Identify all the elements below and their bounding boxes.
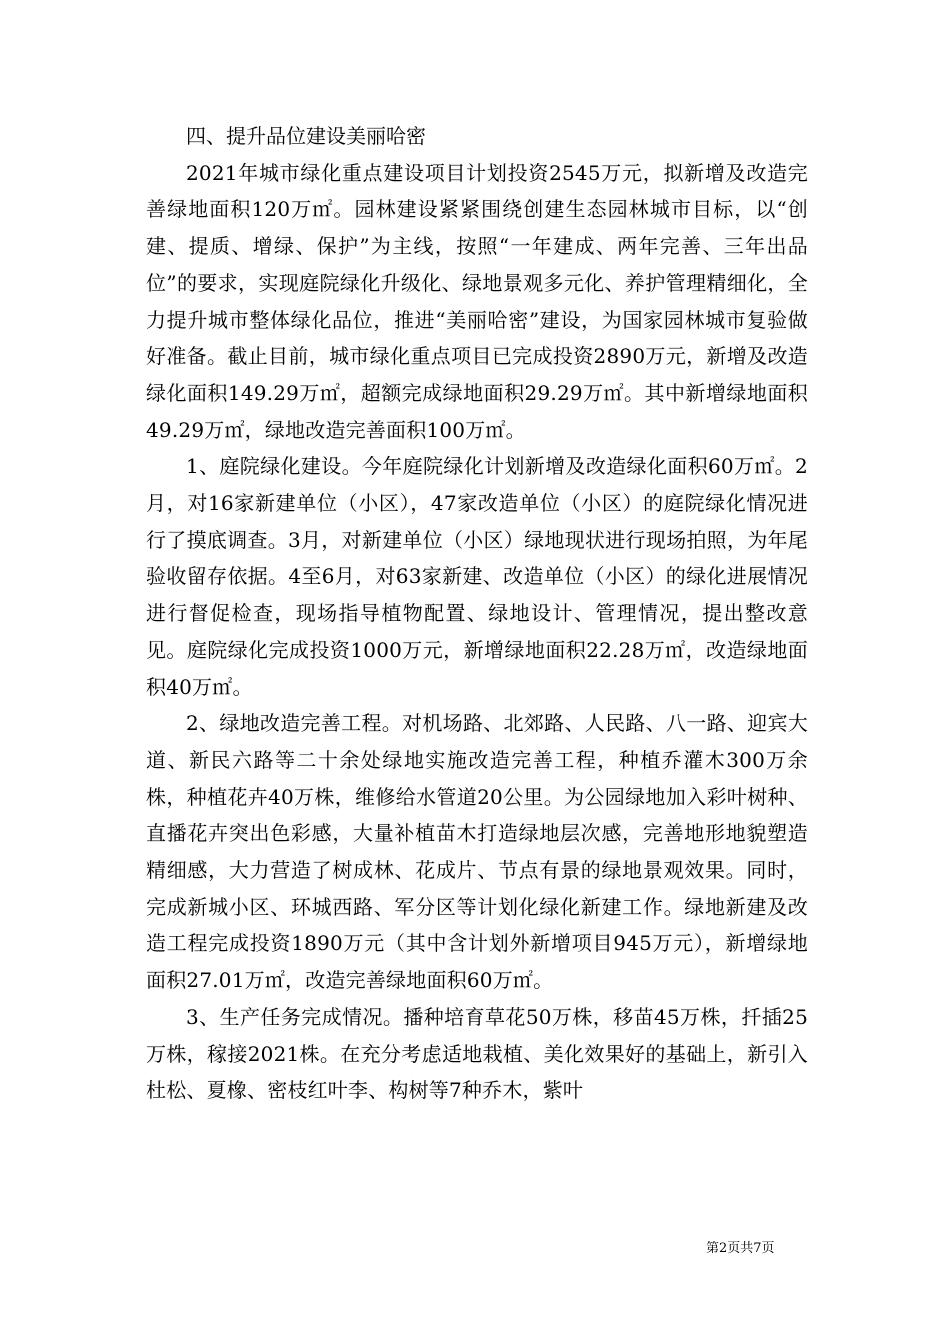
paragraph-greenland-renovation: 2、绿地改造完善工程。对机场路、北郊路、人民路、八一路、迎宾大道、新民六路等二十余处绿地实施改造完善工程，种植乔灌木300万余株，种植花卉40万株，维修给水管道20公里。为公园绿地加入彩叶树种、直播花卉突出色彩感，大量补植苗木打造绿地层次感，完善地形地貌塑造精细感，大力营造了树成林、花成片、节点有景的绿地景观效果。同时，完成新城小区、环城西路、军分区等计划化绿化新建工作。绿地新建及改造工程完成投资1890万元（其中含计划外新增项目945万元），新增绿地面积27.01万㎡，改造完善绿地面积60万㎡。	[146, 711, 808, 993]
document-body	[146, 118, 808, 1109]
paragraph-courtyard-greening: 1、庭院绿化建设。今年庭院绿化计划新增及改造绿化面积60万㎡。2月，对16家新建单位（小区），47家改造单位（小区）的庭院绿化情况进行了摸底调查。3月，对新建单位（小区）绿地现状进行现场拍照，为年尾验收留存依据。4至6月，对63家新建、改造单位（小区）的绿化进展情况进行督促检查，现场指导植物配置、绿地设计、管理情况，提出整改意见。庭院绿化完成投资1000万元，新增绿地面积22.28万㎡，改造绿地面积40万㎡。	[146, 454, 808, 699]
section-heading: 四、提升品位建设美丽哈密	[186, 124, 426, 148]
paragraph-summary: 2021年城市绿化重点建设项目计划投资2545万元，拟新增及改造完善绿地面积120万㎡。园林建设紧紧围绕创建生态园林城市目标，以“创建、提质、增绿、保护”为主线，按照“一年建成、两年完善、三年出品位”的要求，实现庭院绿化升级化、绿地景观多元化、养护管理精细化，全力提升城市整体绿化品位，推进“美丽哈密”建设，为国家园林城市复验做好准备。截止目前，城市绿化重点项目已完成投资2890万元，新增及改造绿化面积149.29万㎡，超额完成绿地面积29.29万㎡。其中新增绿地面积49.29万㎡，绿地改造完善面积100万㎡。	[146, 160, 808, 442]
page-number-footer: 第2页共7页	[706, 1241, 775, 1256]
paragraph-production-tasks: 3、生产任务完成情况。播种培育草花50万株，移苗45万株，扦插25万株，稼接2021株。在充分考虑适地栽植、美化效果好的基础上，新引入杜松、夏橡、密枝红叶李、构树等7种乔木，紫叶	[146, 1004, 808, 1103]
